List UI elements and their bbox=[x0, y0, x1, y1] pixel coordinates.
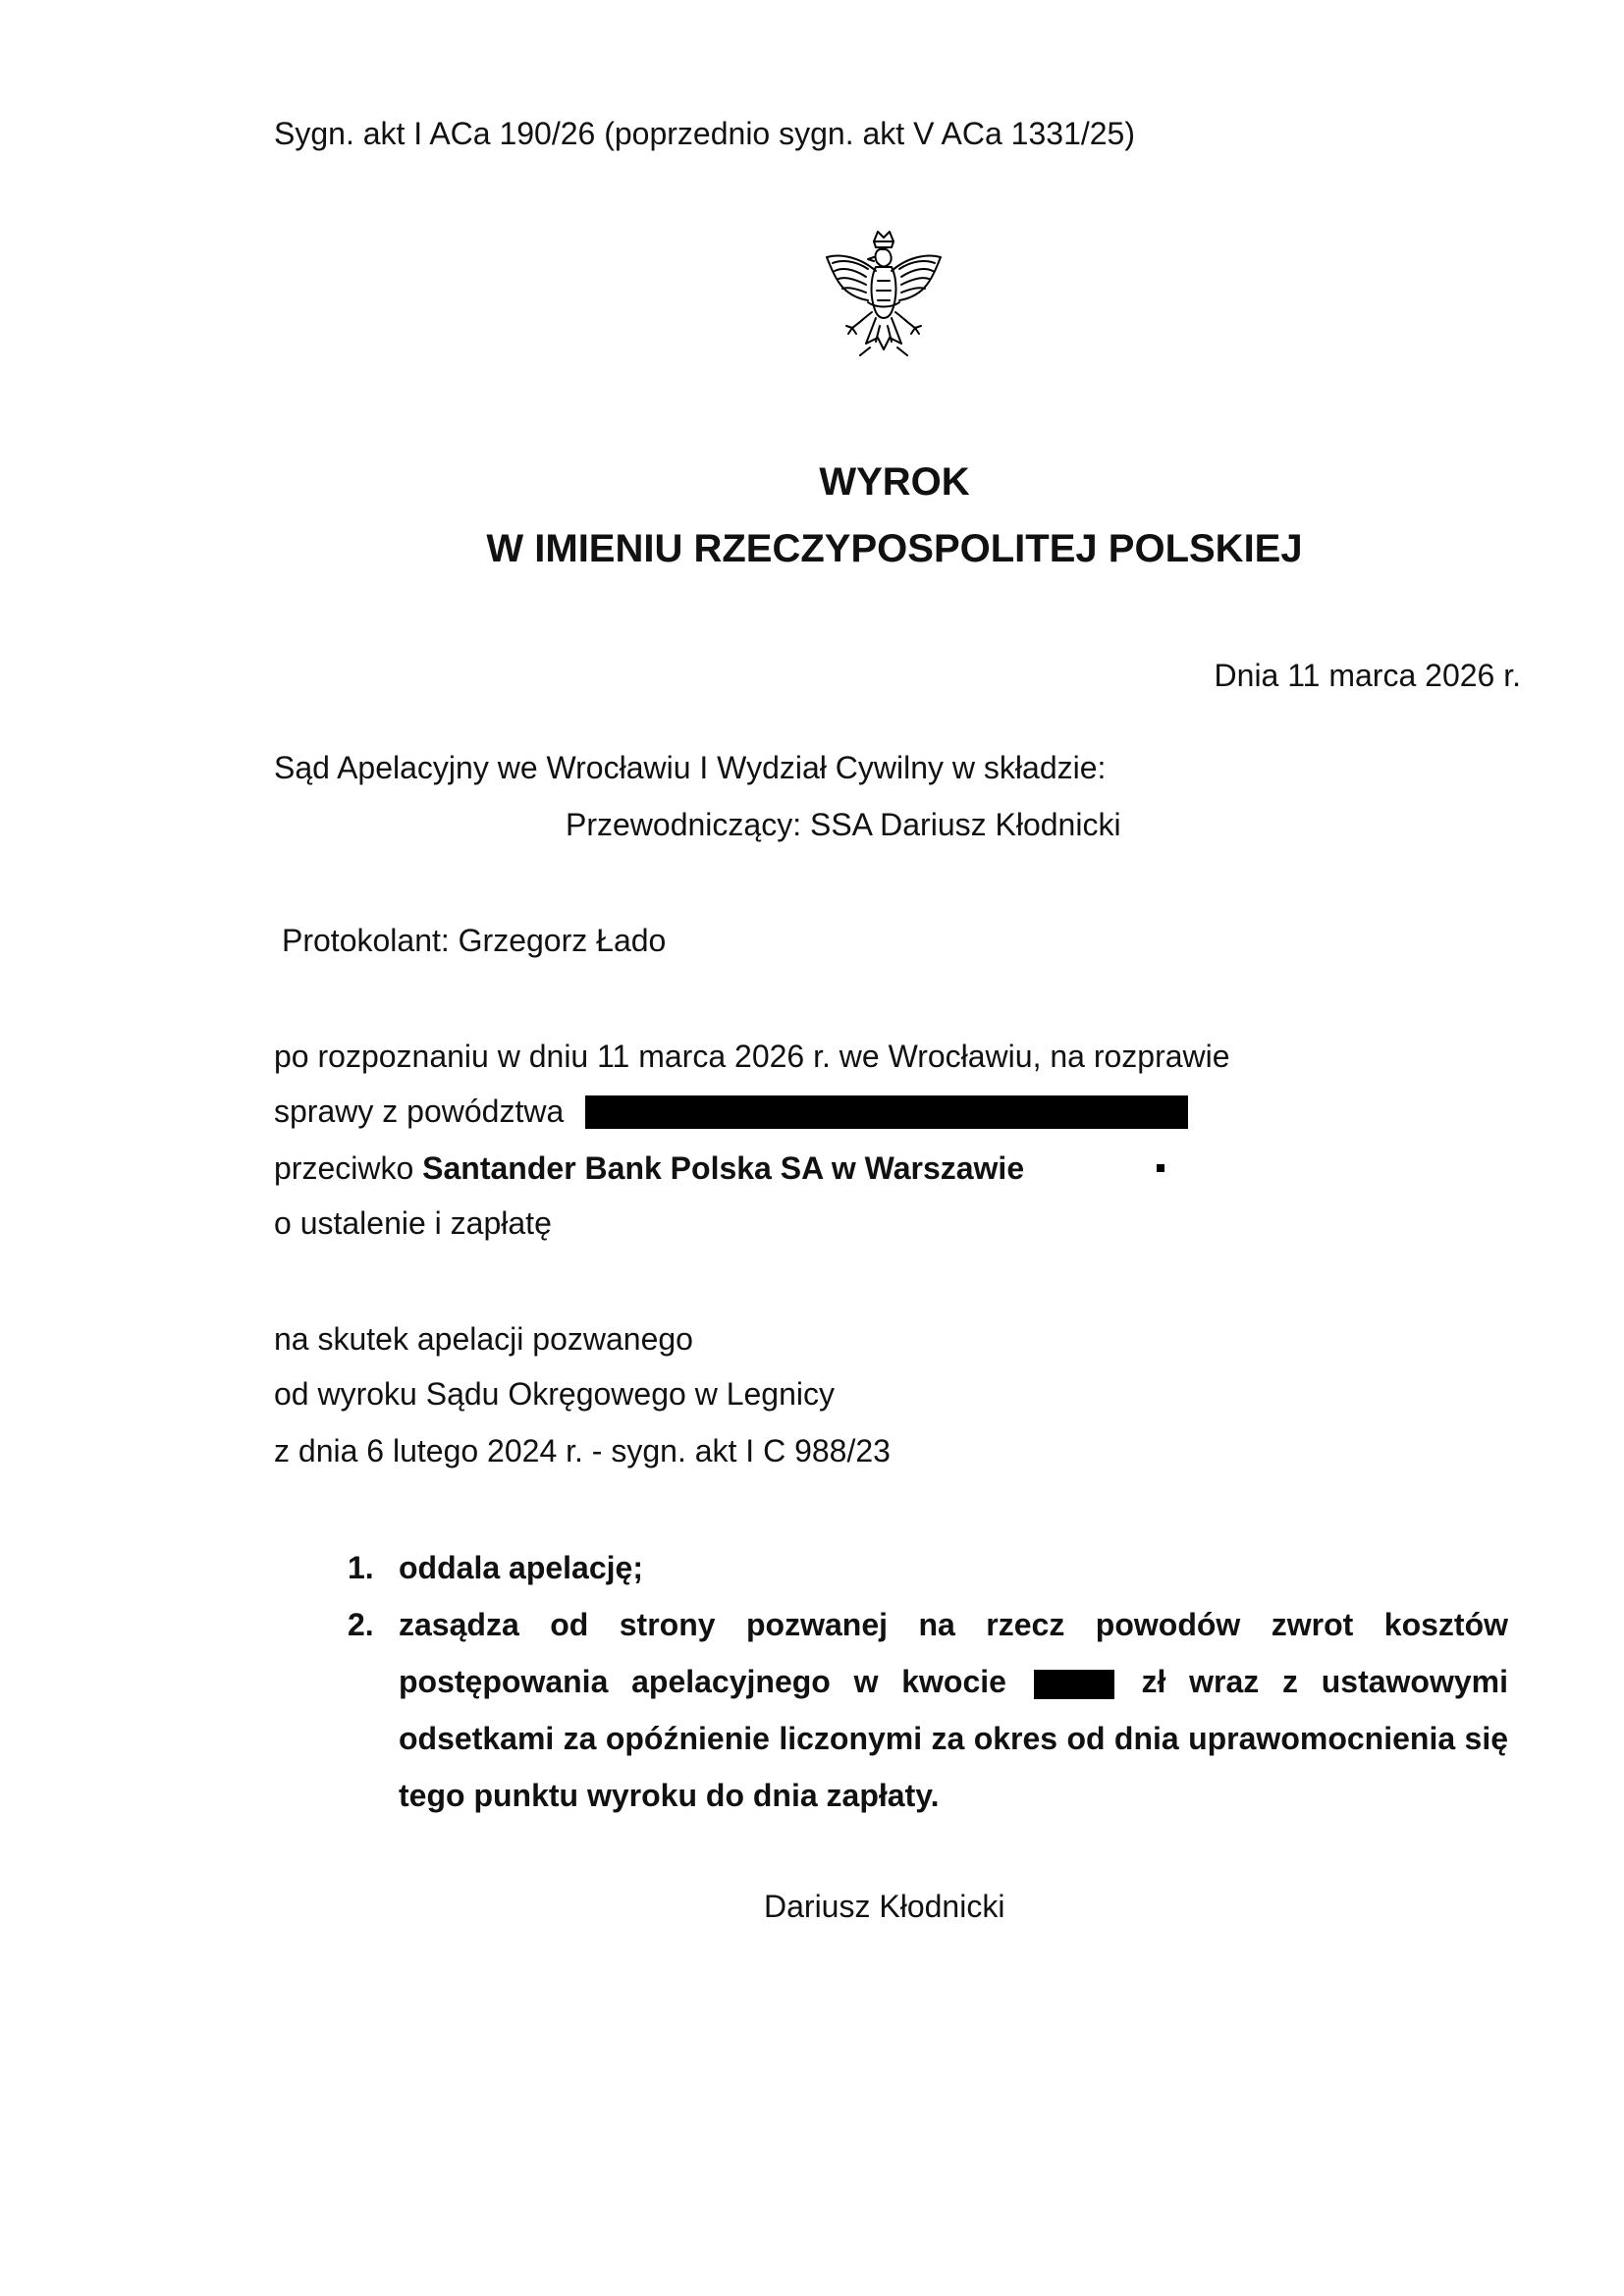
ruling-text: zasądza od strony pozwanej na rzecz powodów zwrot kosztów postępowania apelacyjnego w kwocie bbox=[399, 1607, 1508, 1699]
lower-court-date: z dnia 6 lutego 2024 r. - sygn. akt I C 988/23 bbox=[274, 1433, 891, 1468]
court-clerk: Protokolant: Grzegorz Łado bbox=[282, 923, 667, 958]
case-signature: Sygn. akt I ACa 190/26 (poprzednio sygn. akt V ACa 1331/25) bbox=[274, 116, 1135, 151]
ruling-number: 2. bbox=[348, 1607, 374, 1642]
defendant-line bbox=[274, 1148, 1024, 1188]
document-subtitle: W IMIENIU RZECZYPOSPOLITEJ POLSKIEJ bbox=[486, 527, 1303, 570]
lower-court: od wyroku Sądu Okręgowego w Legnicy bbox=[274, 1376, 835, 1412]
ruling-text: oddala apelację; bbox=[399, 1550, 643, 1585]
case-subject: o ustalenie i zapłatę bbox=[274, 1205, 552, 1241]
court-composition: Sąd Apelacyjny we Wrocławiu I Wydział Cywilny w składzie: bbox=[274, 750, 1107, 785]
ruling-text-cont: zł wraz z ustawowymi odsetkami za opóźnienie liczonymi za okres od dnia uprawomocnienia się tego punktu wyroku do dnia zapłaty. bbox=[399, 1664, 1509, 1813]
appeal-info: na skutek apelacji pozwanego bbox=[274, 1321, 693, 1357]
amount-redaction bbox=[1034, 1670, 1114, 1699]
ruling-number: 1. bbox=[348, 1550, 374, 1585]
hearing-info: po rozpoznaniu w dniu 11 marca 2026 r. we Wrocławiu, na rozprawie bbox=[274, 1039, 1230, 1074]
document-title: WYROK bbox=[819, 460, 970, 504]
redaction-mark bbox=[1157, 1164, 1164, 1172]
judgment-date: Dnia 11 marca 2026 r. bbox=[1214, 658, 1521, 693]
ruling-list bbox=[348, 1539, 1508, 1824]
ruling-item bbox=[348, 1539, 1508, 1596]
defendant-prefix: przeciwko bbox=[274, 1150, 414, 1186]
plaintiff-line bbox=[274, 1092, 564, 1131]
ruling-item bbox=[348, 1596, 1508, 1824]
judge-signature: Dariusz Kłodnicki bbox=[764, 1889, 1005, 1924]
presiding-judge: Przewodniczący: SSA Dariusz Kłodnicki bbox=[566, 807, 1121, 842]
plaintiff-prefix: sprawy z powództwa bbox=[274, 1094, 565, 1129]
defendant-name: Santander Bank Polska SA w Warszawie bbox=[422, 1150, 1025, 1186]
plaintiff-redaction bbox=[585, 1095, 1188, 1129]
polish-eagle-emblem-icon bbox=[821, 228, 947, 367]
